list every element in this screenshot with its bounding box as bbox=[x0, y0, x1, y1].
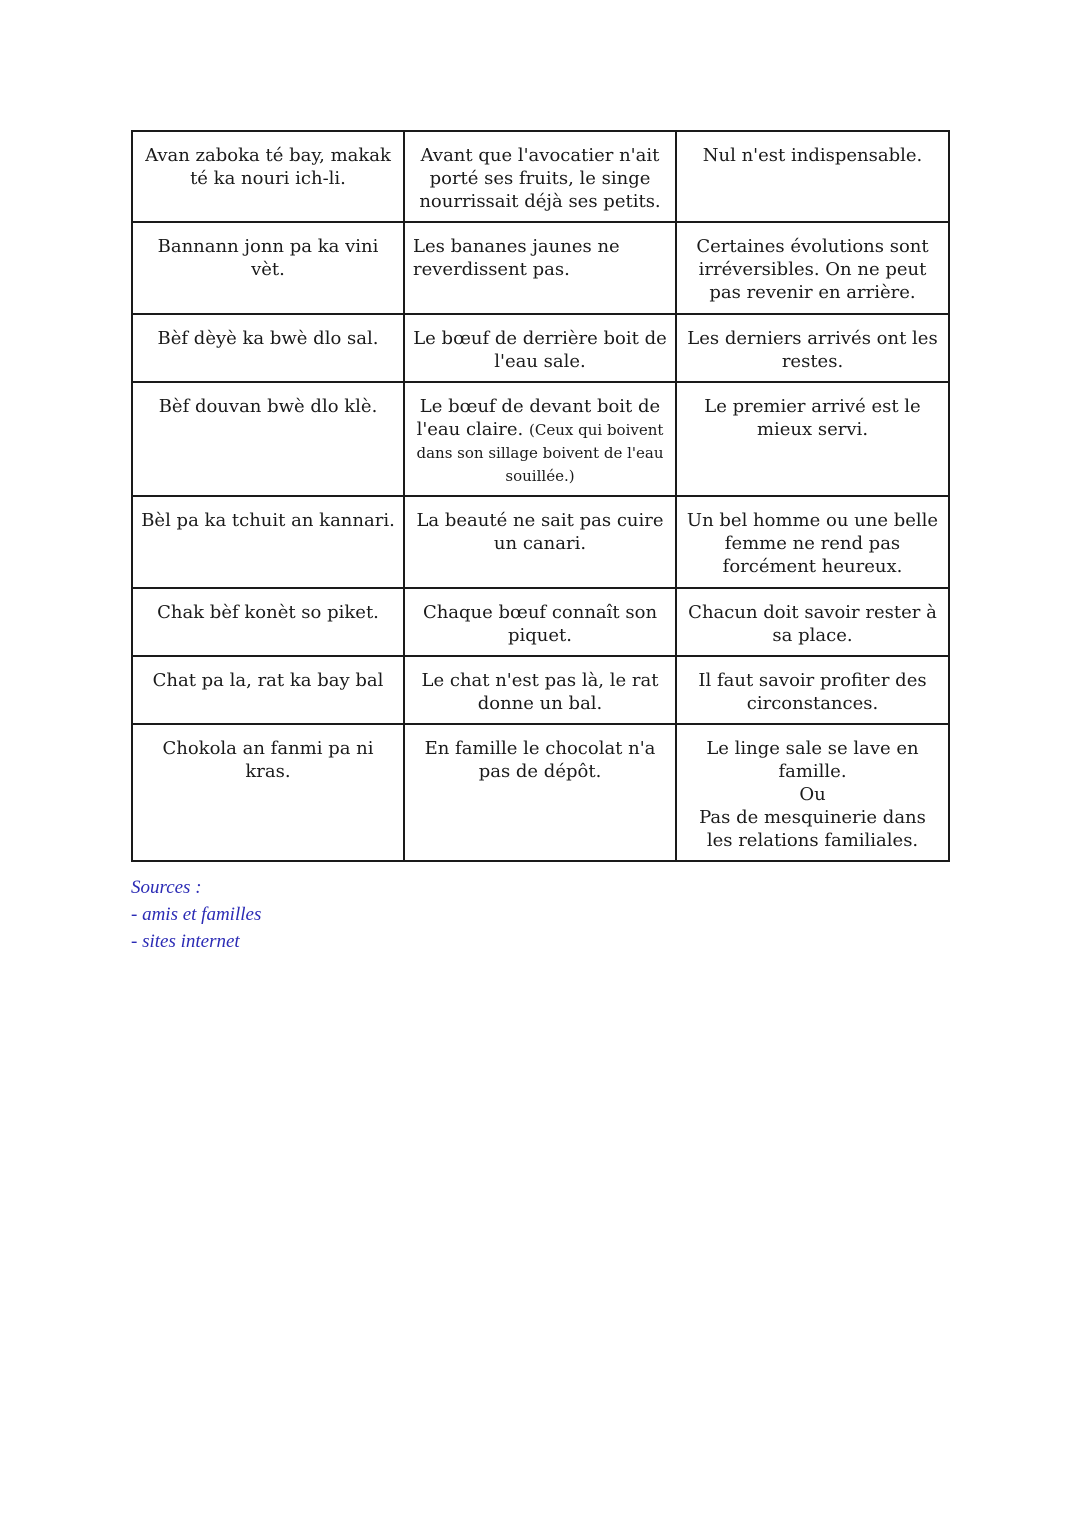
meaning-cell: Chacun doit savoir rester à sa place. bbox=[676, 588, 949, 656]
meaning-line: Le linge sale se lave en famille. bbox=[706, 738, 919, 782]
source-item: - amis et familles bbox=[131, 904, 262, 925]
sources-heading: Sources : bbox=[131, 877, 202, 898]
french-translation-cell: Le bœuf de derrière boit de l'eau sale. bbox=[404, 314, 676, 382]
meaning-cell: Certaines évolutions sont irréversibles. On ne peut pas revenir en arrière. bbox=[676, 222, 949, 314]
translation-note: (Ceux qui boivent dans son sillage boivent de l'eau souillée.) bbox=[416, 421, 664, 485]
proverbs-table bbox=[131, 130, 950, 862]
table-row bbox=[132, 656, 949, 724]
meaning-line: Pas de mesquinerie dans les relations familiales. bbox=[699, 807, 926, 851]
french-translation-cell: Chaque bœuf connaît son piquet. bbox=[404, 588, 676, 656]
table-row bbox=[132, 724, 949, 861]
french-translation-cell: Les bananes jaunes ne reverdissent pas. bbox=[404, 222, 676, 314]
creole-proverb-cell: Chak bèf konèt so piket. bbox=[132, 588, 404, 656]
creole-proverb-cell: Chokola an fanmi pa ni kras. bbox=[132, 724, 404, 861]
french-translation-cell: Le chat n'est pas là, le rat donne un bal. bbox=[404, 656, 676, 724]
french-translation-cell: La beauté ne sait pas cuire un canari. bbox=[404, 496, 676, 588]
meaning-cell: Nul n'est indispensable. bbox=[676, 131, 949, 222]
french-translation-cell bbox=[404, 382, 676, 496]
table-row bbox=[132, 382, 949, 496]
sources-block bbox=[131, 874, 261, 955]
table-row bbox=[132, 222, 949, 314]
meaning-cell: Il faut savoir profiter des circonstances. bbox=[676, 656, 949, 724]
source-item: - sites internet bbox=[131, 931, 240, 952]
creole-proverb-cell: Bèf dèyè ka bwè dlo sal. bbox=[132, 314, 404, 382]
creole-proverb-cell: Avan zaboka té bay, makak té ka nouri ich-li. bbox=[132, 131, 404, 222]
table-row bbox=[132, 131, 949, 222]
meaning-cell bbox=[676, 724, 949, 861]
meaning-cell: Un bel homme ou une belle femme ne rend pas forcément heureux. bbox=[676, 496, 949, 588]
meaning-cell: Les derniers arrivés ont les restes. bbox=[676, 314, 949, 382]
creole-proverb-cell: Bèl pa ka tchuit an kannari. bbox=[132, 496, 404, 588]
french-translation-cell: Avant que l'avocatier n'ait porté ses fruits, le singe nourrissait déjà ses petits. bbox=[404, 131, 676, 222]
translation-text: Le bœuf de devant boit de l'eau claire. bbox=[416, 396, 661, 440]
french-translation-cell: En famille le chocolat n'a pas de dépôt. bbox=[404, 724, 676, 861]
creole-proverb-cell: Chat pa la, rat ka bay bal bbox=[132, 656, 404, 724]
meaning-cell: Le premier arrivé est le mieux servi. bbox=[676, 382, 949, 496]
table-row bbox=[132, 314, 949, 382]
table-row bbox=[132, 496, 949, 588]
creole-proverb-cell: Bèf douvan bwè dlo klè. bbox=[132, 382, 404, 496]
meaning-line: Ou bbox=[799, 784, 826, 805]
creole-proverb-cell: Bannann jonn pa ka vini vèt. bbox=[132, 222, 404, 314]
table-row bbox=[132, 588, 949, 656]
